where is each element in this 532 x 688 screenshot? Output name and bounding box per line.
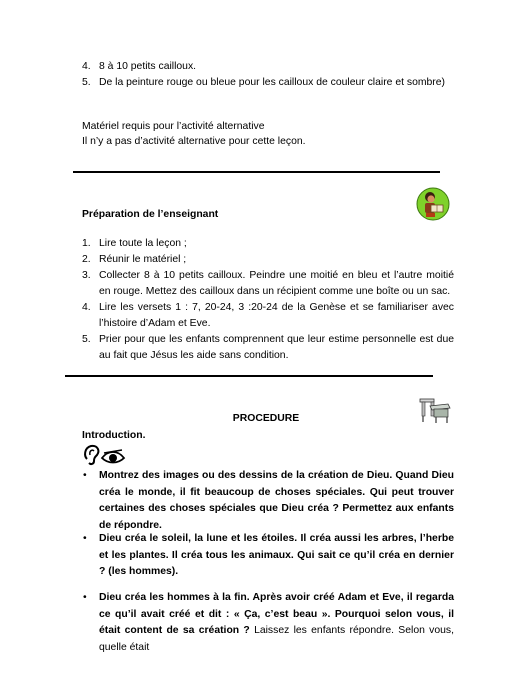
teacher-reading-icon: [416, 187, 450, 221]
list-item: [82, 531, 454, 581]
list-number: 1.: [82, 238, 91, 249]
section-divider: [73, 171, 440, 173]
preparation-title: Préparation de l’enseignant: [82, 209, 219, 220]
bullet-text: Dieu créa le soleil, la lune et les étoiles. Il créa aussi les arbres, l’herbe et les plantes. Il créa tous les animaux. Qui sait ce qu’il créa en dernier ? (les hommes).: [99, 533, 454, 578]
bullet-text: Montrez des images ou des dessins de la création de Dieu. Quand Dieu créa le monde, il fit beaucoup de choses spéciales. Qui peut trouver certaines des choses spéciales que Dieu créa ? Permettez aux enfants de répondre.: [99, 470, 454, 531]
bullet-icon: •: [83, 592, 87, 603]
bullet-icon: •: [83, 533, 87, 544]
list-item: [82, 300, 454, 332]
list-number: 5.: [82, 334, 91, 345]
bullet-text: Dieu créa les hommes à la fin. Après avoir créé Adam et Eve, il regarda ce qu’il avait créé et dit : « Ça, c’est beau ». Pourquoi selon vous, il était content de sa création ? Laissez les enfants répondre. Selon vous, quelle était: [99, 592, 454, 653]
list-number: 4.: [82, 61, 91, 72]
procedure-title: PROCEDURE: [232, 413, 300, 424]
introduction-heading: Introduction.: [82, 430, 146, 441]
list-text: Lire les versets 1 : 7, 20-24, 3 :20-24 de la Genèse et se familiariser avec l’histoire d’Adam et Eve.: [99, 302, 454, 329]
list-text: 8 à 10 petits cailloux.: [99, 61, 197, 72]
list-item: [82, 468, 454, 534]
alternative-heading: Matériel requis pour l’activité alternative: [82, 121, 265, 132]
list-text: Lire toute la leçon ;: [99, 238, 187, 249]
list-text: Collecter 8 à 10 petits cailloux. Peindre une moitié en bleu et l’autre moitié en rouge. Mettez des cailloux dans un récipient comme une boîte ou un sac.: [99, 270, 454, 297]
list-text: Prier pour que les enfants comprennent que leur estime personnelle est due au fait que Jésus les aide sans condition.: [99, 334, 454, 361]
list-number: 3.: [82, 270, 91, 281]
list-item: [82, 590, 454, 656]
section-divider: [65, 375, 433, 377]
list-item: [82, 268, 454, 300]
bullet-icon: •: [83, 470, 87, 481]
list-item: [82, 332, 454, 364]
list-number: 4.: [82, 302, 91, 313]
list-item: [82, 236, 454, 252]
alternative-text: Il n’y a pas d’activité alternative pour cette leçon.: [82, 136, 306, 147]
ear-icon: [82, 444, 102, 466]
list-text: Réunir le matériel ;: [99, 254, 187, 265]
list-text: De la peinture rouge ou bleue pour les cailloux de couleur claire et sombre): [99, 77, 445, 88]
eye-icon: [100, 448, 126, 466]
list-number: 2.: [82, 254, 91, 265]
list-item: [82, 252, 454, 268]
list-number: 5.: [82, 77, 91, 88]
